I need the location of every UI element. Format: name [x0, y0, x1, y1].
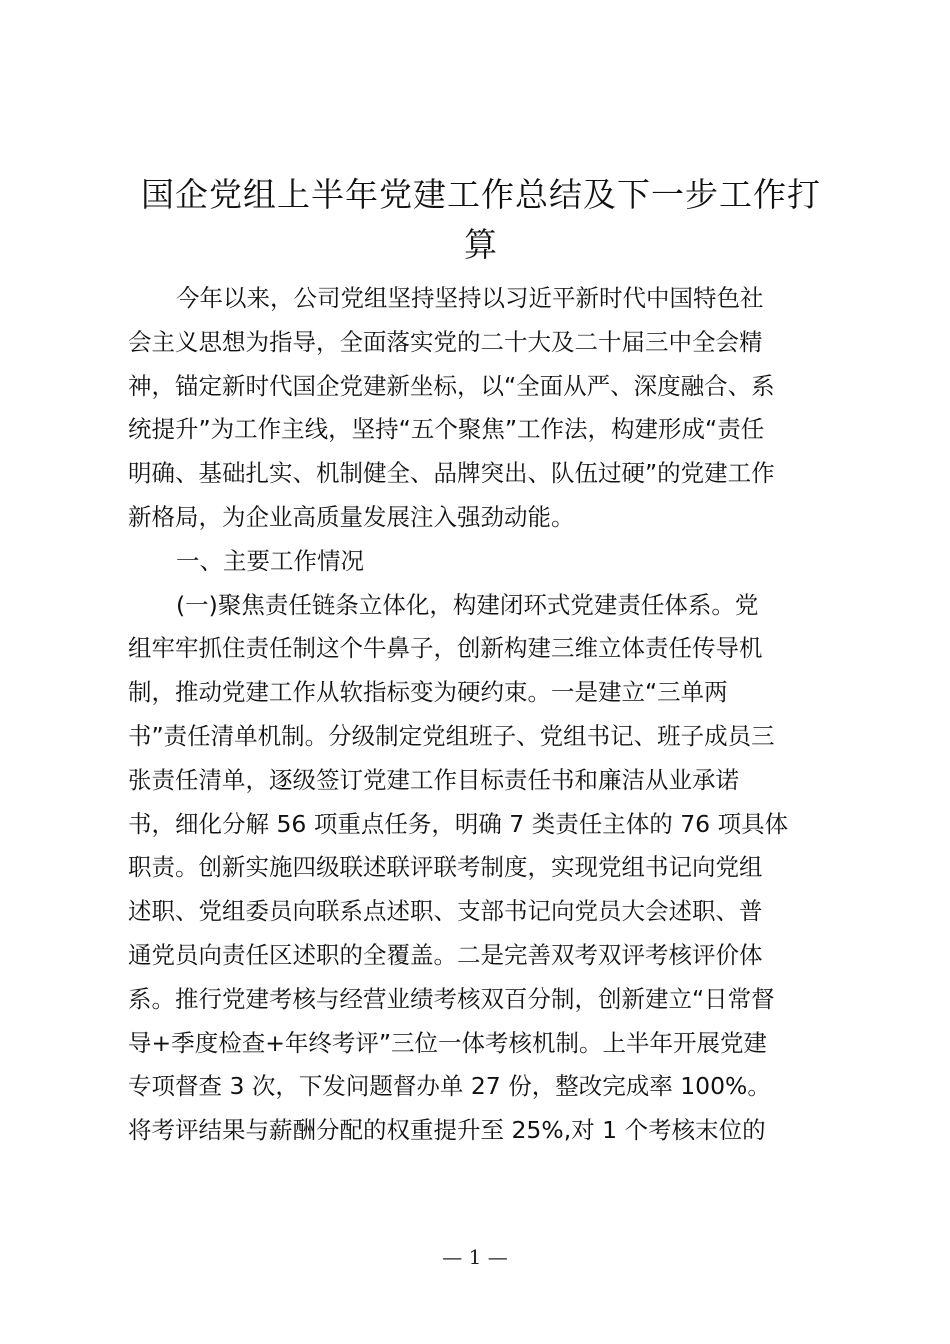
- paragraph-line: 导+季度检查+年终考评”三位一体考核机制。上半年开展党建: [128, 1028, 768, 1057]
- paragraph-line: 会主义思想为指导，全面落实党的二十大及二十届三中全会精: [128, 327, 763, 356]
- paragraph-line: 今年以来，公司党组坚持坚持以习近平新时代中国特色社: [176, 284, 764, 312]
- paragraph-line: 系。推行党建考核与经营业绩考核双百分制，创新建立“日常督: [128, 984, 775, 1013]
- document-body: [128, 277, 838, 1153]
- paragraph-line: 书，细化分解 56 项重点任务，明确 7 类责任主体的 76 项具体: [128, 809, 789, 838]
- title-line: 国企党组上半年党建工作总结及下一步工作打: [141, 175, 821, 214]
- paragraph-line: 制，推动党建工作从软指标变为硬约束。一是建立“三单两: [128, 678, 728, 707]
- paragraph-line: (一)聚焦责任链条立体化，构建闭环式党建责任体系。党: [176, 590, 759, 619]
- paragraph-line: 明确、基础扎实、机制健全、品牌突出、队伍过硬”的党建工作: [128, 459, 775, 488]
- paragraph-line: 张责任清单，逐级签订党建工作目标责任书和廉洁从业承诺: [128, 765, 739, 794]
- paragraph-line: 书”责任清单机制。分级制定党组班子、党组书记、班子成员三: [128, 721, 775, 750]
- paragraph-line: 专项督查 3 次，下发问题督办单 27 份，整改完成率 100%。: [128, 1072, 771, 1101]
- paragraph-line: 述职、党组委员向联系点述职、支部书记向党员大会述职、普: [128, 897, 763, 926]
- title-line: 算: [464, 225, 498, 264]
- paragraph-line: 通党员向责任区述职的全覆盖。二是完善双考双评考核评价体: [128, 940, 763, 969]
- paragraph-line: 统提升”为工作主线，坚持“五个聚焦”工作法，构建形成“责任: [128, 415, 765, 444]
- paragraph-line: 新格局，为企业高质量发展注入强劲动能。: [128, 502, 575, 531]
- paragraph-line: 神，锚定新时代国企党建新坐标，以“全面从严、深度融合、系: [128, 371, 775, 400]
- page-number: — 1 —: [442, 1245, 508, 1269]
- paragraph-line: 职责。创新实施四级联述联评联考制度，实现党组书记向党组: [128, 853, 763, 882]
- paragraph-line: 将考评结果与薪酬分配的权重提升至 25%,对 1 个考核末位的: [128, 1116, 766, 1145]
- document-title: [125, 170, 837, 270]
- paragraph-line: 组牢牢抓住责任制这个牛鼻子，创新构建三维立体责任传导机: [128, 634, 763, 663]
- section-heading: 一、主要工作情况: [176, 546, 364, 575]
